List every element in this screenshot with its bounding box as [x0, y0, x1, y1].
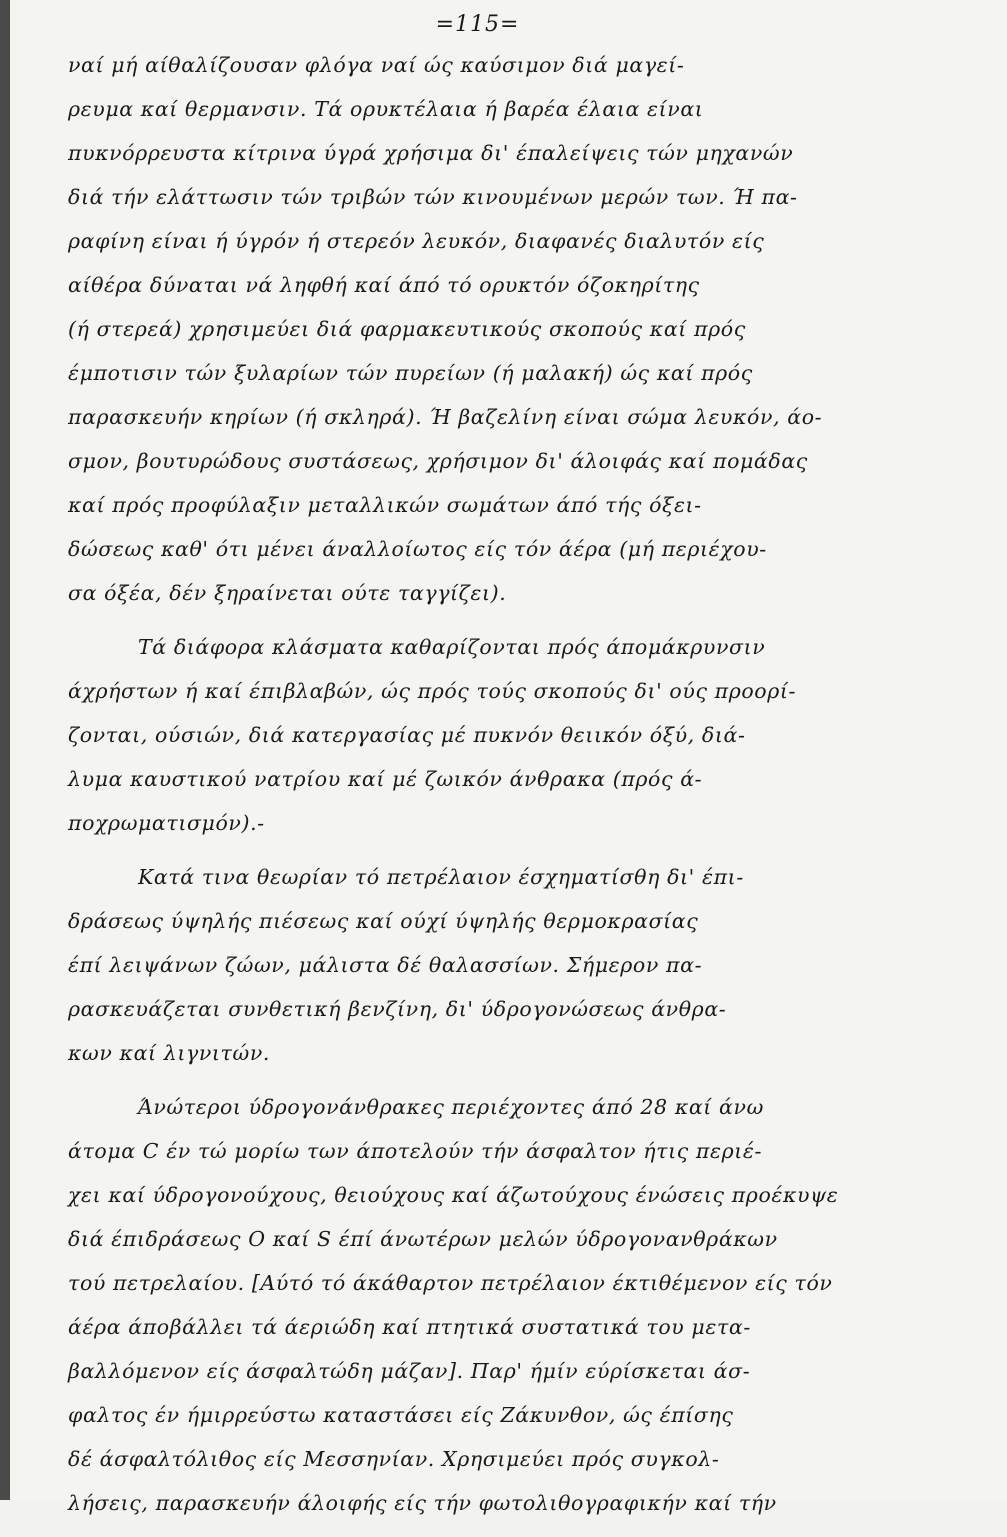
text-line: ποχρωματισμόν).- [68, 811, 265, 835]
handwritten-text-body [68, 55, 887, 1537]
text-line: Τά διάφορα κλάσματα καθαρίζονται πρός άπομάκρυνσιν [138, 635, 766, 659]
text-line: έμποτισιν τών ξυλαρίων τών πυρείων (ή μαλακή) ώς καί πρός [68, 361, 753, 385]
text-line: άέρα άποβάλλει τά άεριώδη καί πτητικά συστατικά του μετα- [68, 1315, 751, 1339]
text-line: παρασκευήν κηρίων (ή σκληρά). Ή βαζελίνη είναι σώμα λευκόν, άο- [68, 405, 823, 429]
text-line: τού πετρελαίου. [Αύτό τό άκάθαρτον πετρέλαιον έκτιθέμενον είς τόν [68, 1271, 833, 1295]
text-line: ρασκευάζεται συνθετική βενζίνη, δι' ύδρογονώσεως άνθρα- [68, 997, 727, 1021]
text-line: Κατά τινα θεωρίαν τό πετρέλαιον έσχηματίσθη δι' έπι- [138, 865, 744, 889]
text-line: ζονται, ούσιών, διά κατεργασίας μέ πυκνόν θειικόν όξύ, διά- [68, 723, 746, 747]
page-number: =115= [435, 12, 520, 37]
text-line: άχρήστων ή καί έπιβλαβών, ώς πρός τούς σκοπούς δι' ούς προορί- [68, 679, 797, 703]
text-line: πυκνόρρευστα κίτρινα ύγρά χρήσιμα δι' έπαλείψεις τών μηχανών [68, 141, 794, 165]
text-line: διά έπιδράσεως Ο καί S έπί άνωτέρων μελών ύδρογονανθράκων [68, 1227, 778, 1251]
text-line: Άνώτεροι ύδρογονάνθρακες περιέχοντες άπό 28 καί άνω [138, 1095, 764, 1119]
text-line: δώσεως καθ' ότι μένει άναλλοίωτος είς τόν άέρα (μή περιέχου- [68, 537, 767, 561]
text-line: φαλτος έν ήμιρρεύστω καταστάσει είς Ζάκυνθον, ώς έπίσης [68, 1403, 734, 1427]
text-line: κων καί λιγνιτών. [68, 1041, 270, 1065]
text-line: άτομα C έν τώ μορίω των άποτελούν τήν άσφαλτον ήτις περιέ- [68, 1139, 763, 1163]
text-line: αίθέρα δύναται νά ληφθή καί άπό τό ορυκτόν όζοκηρίτης [68, 273, 700, 297]
text-line: ρευμα καί θερμανσιν. Τά ορυκτέλαια ή βαρέα έλαια είναι [68, 97, 704, 121]
text-line: λυμα καυστικού νατρίου καί μέ ζωικόν άνθρακα (πρός ά- [68, 767, 703, 791]
text-line: λήσεις, παρασκευήν άλοιφής είς τήν φωτολιθογραφικήν καί τήν [68, 1491, 777, 1515]
text-line: βαλλόμενον είς άσφαλτώδη μάζαν]. Παρ' ήμίν εύρίσκεται άσ- [68, 1359, 751, 1383]
text-line: δράσεως ύψηλής πιέσεως καί ούχί ύψηλής θερμοκρασίας [68, 909, 699, 933]
text-line: σα όξέα, δέν ξηραίνεται ούτε ταγγίζει). [68, 581, 507, 605]
text-line: ραφίνη είναι ή ύγρόν ή στερεόν λευκόν, διαφανές διαλυτόν είς [68, 229, 765, 253]
text-line: (ή στερεά) χρησιμεύει διά φαρμακευτικούς σκοπούς καί πρός [68, 317, 746, 341]
text-line: έπί λειψάνων ζώων, μάλιστα δέ θαλασσίων. Σήμερον πα- [68, 953, 703, 977]
text-line: χει καί ύδρογονούχους, θειούχους καί άζωτούχους ένώσεις προέκυψε [68, 1183, 839, 1207]
text-line: ναί μή αίθαλίζουσαν φλόγα ναί ώς καύσιμον διά μαγεί- [68, 53, 685, 77]
text-line: σμον, βουτυρώδους συστάσεως, χρήσιμον δι' άλοιφάς καί πομάδας [68, 449, 808, 473]
text-line: διά τήν ελάττωσιν τών τριβών τών κινουμένων μερών των. Ή πα- [68, 185, 798, 209]
text-line: δέ άσφαλτόλιθος είς Μεσσηνίαν. Χρησιμεύει πρός συγκολ- [68, 1447, 720, 1471]
text-line: καί πρός προφύλαξιν μεταλλικών σωμάτων άπό τής όξει- [68, 493, 702, 517]
